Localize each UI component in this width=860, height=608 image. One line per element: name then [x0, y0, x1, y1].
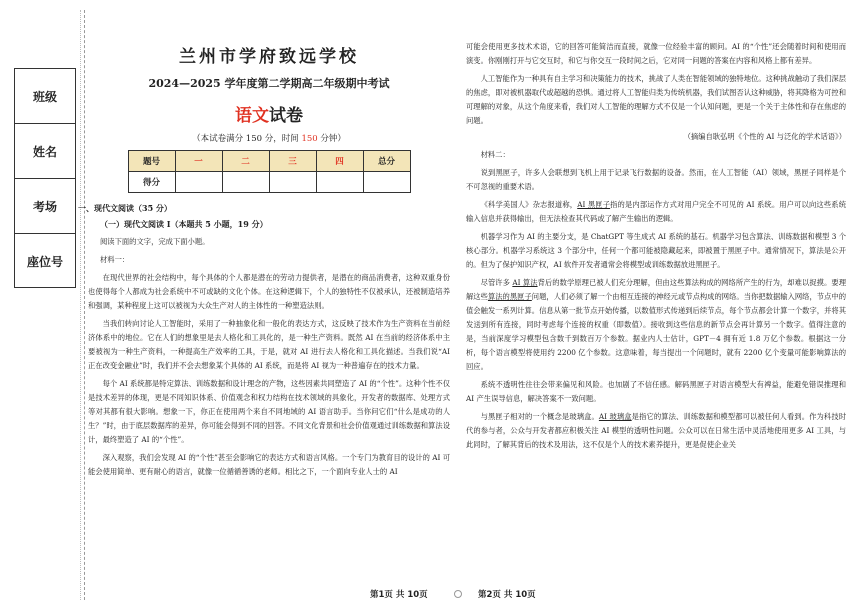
- score-cell: [175, 172, 222, 193]
- underlined-term: AI 算法: [512, 278, 538, 287]
- paragraph: [466, 276, 846, 374]
- score-header-1: 一: [175, 151, 222, 172]
- underlined-term: AI 玻璃盒: [598, 412, 632, 421]
- subject-black: 试卷: [269, 106, 303, 126]
- meta-prefix: （本试卷满分 150 分，时间: [192, 134, 302, 144]
- binding-dotted-line: [80, 10, 81, 600]
- binding-name-field: 姓名: [15, 124, 75, 179]
- paragraph: 深入观察，我们会发现 AI 的“个性”甚至会影响它的表达方式和语言风格。一个专门为教育目的设计的 AI 可能会使用简单、更有耐心的语言，就像一位循循善诱的老师。相比之下，一个面向专业人士的 AI: [88, 453, 450, 476]
- page-number-right: 第2页 共 10页: [478, 590, 536, 600]
- left-column: [78, 40, 450, 580]
- score-header-label: 题号: [128, 151, 175, 172]
- score-header-4: 四: [316, 151, 363, 172]
- score-header-3: 三: [269, 151, 316, 172]
- text-run: 背后的数学原理已被人们充分理解，但由这些算法构成的网络所产生的行为，却难以捉摸。要理解这些: [466, 278, 846, 301]
- text-run: 指的是内部运作方式对用户完全不可见的 AI 系统。用户可以向这些系统输入信息并获得输出，但无法检查其代码或了解产生输出的逻辑。: [466, 200, 846, 223]
- right-column: [466, 40, 846, 580]
- underlined-term: 算法的黑匣子: [487, 292, 532, 301]
- page-divider-dot: [454, 590, 462, 598]
- score-header-2: 二: [222, 151, 269, 172]
- school-name: 兰州市学府致远学校: [179, 47, 359, 67]
- text-run: 《科学美国人》杂志报道称，: [480, 200, 578, 209]
- score-cell: [363, 172, 410, 193]
- paragraph: [466, 198, 846, 226]
- score-row-label: 得分: [128, 172, 175, 193]
- subject-title: [88, 101, 450, 126]
- meta-suffix: 分钟）: [317, 134, 346, 144]
- text-run: 问题，人们必须了解一个由相互连接的神经元或节点构成的网络。当你把数据输入网络，节点中的值会触发一系列计算。信息从第一批节点开始传播，以数值形式传递到后续节点，每个节点都会计算一个数字，并将其发送到所有连接，同时考虑每个连接的权重（即数值）。接收到这些信息的新节点会再计算另一个数字。值得注意的是，当前深度学习模型包含数千到数百万个参数。据业内人士估计，GPT－4 拥有近 1.8 万亿个参数。根据这一分析，每个语言模型将使用约 2200 亿个参数。这意味着，每当提出一个问题时，就有 2200 亿个变量可能影响算法的回应。: [466, 292, 847, 371]
- binding-strip: [14, 68, 76, 288]
- subject-red: 语文: [235, 106, 269, 126]
- material-label: 材料二：: [480, 150, 510, 159]
- score-table: [128, 150, 411, 193]
- paragraph: 每个 AI 系统都是特定算法、训练数据和设计理念的产物，这些因素共同塑造了 AI 的“个性”。这种个性不仅是技术差异的体现，更是不同知识体系、价值观念和权力结构在技术领域的具象化，开发者的数据库、处理方式等对其都有很大影响。想象一下，你正在使用两个来自不同地域的 AI 语言助手。当你问它们“什么是成功的人生？”时，由于底层数据库的差异，你可能会得到不同的回答。不同文化背景和社会价值观通过训练数据和算法设计，最终塑造了 AI 的“个性”。: [88, 379, 450, 444]
- paragraph: 当我们转向讨论人工智能时，采用了一种抽象化和一般化的表达方式，这反映了技术作为生产资料在当前经济体系中的地位。它在人们的想象里是去人格化和工具化的，是一种生产资料。既然 AI 在当前的经济体系中主要被视为一种生产资料，一种提高生产效率的工具，于是，就对 AI 进行去人格化和工具化描述。当我们说“AI 正在改变金融业”时，我们并不会去想象某个具体的 AI 系统，而是将 AI 视为一种普遍存在的技术力量。: [88, 319, 450, 370]
- paragraph: 可能会使用更多技术术语，它的回答可能简洁而直接，就像一位经验丰富的顾问。AI 的“个性”还会随着时间和使用而演变。你刚刚打开与它交互时，和它与你交互一段时间之后，它对同一问题的答案在内容和风格上都有差异。: [466, 42, 846, 65]
- page-number-left: 第1页 共 10页: [370, 590, 428, 600]
- paragraph: 机器学习作为 AI 的主要分支，是 ChatGPT 等生成式 AI 系统的基石。机器学习包含算法、训练数据和模型 3 个核心部分。机器学习系统这 3 个部分中，任何一个都可能被隐藏起来，即被置于黑匣子中。通常情况下，算法是公开的。但为了保护知识产权，AI 软件开发者通常会将模型或训练数据放进黑匣子。: [466, 232, 846, 269]
- paragraph: 人工智能作为一种具有自主学习和决策能力的技术，挑战了人类在智能领域的独特地位。这种挑战触动了我们深层的焦虑，即对被机器取代或超越的恐惧。通过将人工智能归类为传统机器，我们试图否认这种威胁，将其降格为可控和可理解的对象，从这个角度来看，我们对人工智能的理解方式不仅是一个认知问题，更是一个关于主体性和存在焦虑的问题。: [466, 74, 846, 125]
- binding-class-field: 班级: [15, 69, 75, 124]
- material-label: 材料一：: [100, 255, 130, 264]
- paragraph: 在现代世界的社会结构中，每个具体的个人都是潜在的劳动力提供者，是潜在的商品消费者，这种双重身份也使得每个人都成为社会系统中不可或缺的文化个体。在这种逻辑下，个人的独特性不仅被承认，还被制造培养和强调，某种程度上这可以被视为大众生产对人的主体性的一种塑造法则。: [88, 273, 450, 310]
- score-cell: [222, 172, 269, 193]
- text-run: 尽管许多: [480, 278, 513, 287]
- subsection-heading: （一）现代文阅读 I（本题共 5 小题，19 分）: [100, 219, 268, 229]
- text-run: 是指它的算法、训练数据和模型都可以被任何人看到。作为科技时代的参与者，公众与开发者都应积极关注 AI 模型的透明性问题。公众可以在日常生活中灵活地使用更多 AI 工具，与此同时，了解其背后的技术及用法，这不仅是个人的技术素养提升，更是促使企业关: [466, 412, 847, 449]
- paragraph: [466, 410, 846, 452]
- binding-room-field: 考场: [15, 179, 75, 234]
- score-cell: [316, 172, 363, 193]
- text-run: 与黑匣子相对的一个概念是玻璃盒。: [480, 412, 599, 421]
- paragraph: 系统不透明性往往会带来偏见和风险。也加剧了不信任感。解码黑匣子对语言模型大有裨益，能避免错误推理和 AI 产生误导信息，解决答案不一致问题。: [466, 380, 846, 403]
- exam-title: 2024—2025 学年度第二学期高二年级期中考试: [148, 77, 390, 90]
- score-header-total: 总分: [363, 151, 410, 172]
- score-cell: [269, 172, 316, 193]
- binding-cut-line: [84, 10, 85, 600]
- paragraph: 说到黑匣子，许多人会联想到飞机上用于记录飞行数据的设备。然而，在人工智能（AI）领域，黑匣子同样是个不可忽视的重要术语。: [466, 168, 846, 191]
- instruction: 阅读下面的文字，完成下面小题。: [100, 237, 210, 246]
- underlined-term: AI 黑匣子: [577, 200, 611, 209]
- exam-meta: [88, 132, 450, 144]
- section-heading: 一、现代文阅读（35 分）: [78, 203, 172, 213]
- citation: （摘编自耿弘明《个性的 AI 与泛化的学术话语》）: [683, 132, 846, 141]
- binding-seat-field: 座位号: [26, 254, 63, 269]
- meta-time: 150: [301, 134, 318, 144]
